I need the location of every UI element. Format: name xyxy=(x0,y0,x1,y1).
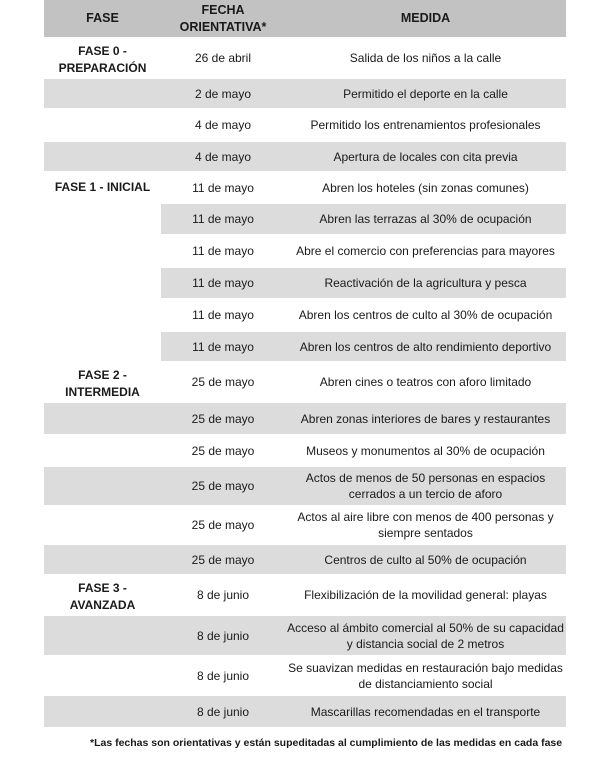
phase-label: FASE 2 - INTERMEDIA xyxy=(44,362,161,402)
row-date: 11 de mayo xyxy=(161,235,285,267)
row-date: 11 de mayo xyxy=(161,331,285,362)
row-date: 25 de mayo xyxy=(161,506,285,544)
row-date: 11 de mayo xyxy=(161,267,285,299)
row-date: 4 de mayo xyxy=(161,141,285,172)
table-row xyxy=(44,109,566,141)
header-phase: FASE xyxy=(44,0,161,38)
phase-label: FASE 0 - PREPARACIÓN xyxy=(44,38,161,78)
row-measure: Actos al aire libre con menos de 400 personas y siempre sentados xyxy=(285,506,566,544)
row-measure: Abren los hoteles (sin zonas comunes) xyxy=(285,172,566,203)
row-date: 25 de mayo xyxy=(161,402,285,435)
header-measure: MEDIDA xyxy=(285,0,566,38)
table-row xyxy=(44,141,566,172)
phase-cell xyxy=(44,615,161,656)
row-measure: Acceso al ámbito comercial al 50% de su capacidad y distancia social de 2 metros xyxy=(285,615,566,656)
phase-cell xyxy=(44,109,161,141)
row-measure: Actos de menos de 50 personas en espacios cerrados a un tercio de aforo xyxy=(285,466,566,506)
phase-cell xyxy=(44,267,161,299)
row-measure: Museos y monumentos al 30% de ocupación xyxy=(285,435,566,466)
row-date: 8 de junio xyxy=(161,656,285,695)
phase-cell xyxy=(44,544,161,575)
table-row xyxy=(44,203,566,235)
phase-label: FASE 3 - AVANZADA xyxy=(44,575,161,615)
phase-cell xyxy=(44,331,161,362)
phase-cell xyxy=(44,203,161,235)
table-row xyxy=(44,506,566,544)
table-row xyxy=(44,402,566,435)
row-measure: Salida de los niños a la calle xyxy=(285,38,566,78)
table-row xyxy=(44,267,566,299)
phase-cell xyxy=(44,656,161,695)
phase-cell xyxy=(44,466,161,506)
header-row xyxy=(44,0,566,38)
phase-cell xyxy=(44,435,161,466)
row-date: 4 de mayo xyxy=(161,109,285,141)
phase-cell xyxy=(44,235,161,267)
phases-table xyxy=(44,0,566,729)
phase-cell xyxy=(44,299,161,331)
phase-label: FASE 1 - INICIAL xyxy=(44,172,161,203)
row-measure: Permitido los entrenamientos profesionales xyxy=(285,109,566,141)
phase-cell xyxy=(44,402,161,435)
row-date: 2 de mayo xyxy=(161,78,285,109)
row-measure: Centros de culto al 50% de ocupación xyxy=(285,544,566,575)
table-row xyxy=(44,362,566,402)
row-measure: Reactivación de la agricultura y pesca xyxy=(285,267,566,299)
row-measure: Abren cines o teatros con aforo limitado xyxy=(285,362,566,402)
row-measure: Abren zonas interiores de bares y restaurantes xyxy=(285,402,566,435)
row-measure: Mascarillas recomendadas en el transporte xyxy=(285,695,566,728)
table-row xyxy=(44,575,566,615)
row-measure: Abre el comercio con preferencias para mayores xyxy=(285,235,566,267)
table-row xyxy=(44,656,566,695)
row-date: 11 de mayo xyxy=(161,172,285,203)
table-row xyxy=(44,695,566,728)
table-row xyxy=(44,172,566,203)
row-date: 11 de mayo xyxy=(161,299,285,331)
phase-cell xyxy=(44,506,161,544)
table-row xyxy=(44,235,566,267)
table-row xyxy=(44,331,566,362)
row-measure: Abren los centros de culto al 30% de ocupación xyxy=(285,299,566,331)
phase-cell xyxy=(44,78,161,109)
table-row xyxy=(44,299,566,331)
row-date: 8 de junio xyxy=(161,695,285,728)
row-measure: Abren los centros de alto rendimiento deportivo xyxy=(285,331,566,362)
row-date: 25 de mayo xyxy=(161,362,285,402)
phase-cell xyxy=(44,695,161,728)
row-date: 25 de mayo xyxy=(161,544,285,575)
table-row xyxy=(44,466,566,506)
row-measure: Abren las terrazas al 30% de ocupación xyxy=(285,203,566,235)
row-measure: Permitido el deporte en la calle xyxy=(285,78,566,109)
table-row xyxy=(44,78,566,109)
row-date: 25 de mayo xyxy=(161,466,285,506)
header-date: FECHA ORIENTATIVA* xyxy=(161,0,285,38)
table-row xyxy=(44,38,566,78)
row-date: 8 de junio xyxy=(161,575,285,615)
row-date: 11 de mayo xyxy=(161,203,285,235)
row-date: 26 de abril xyxy=(161,38,285,78)
footnote: *Las fechas son orientativas y están supeditadas al cumplimiento de las medidas en cada fase xyxy=(90,737,563,749)
row-measure: Se suavizan medidas en restauración bajo medidas de distanciamiento social xyxy=(285,656,566,695)
row-measure: Apertura de locales con cita previa xyxy=(285,141,566,172)
row-measure: Flexibilización de la movilidad general: playas xyxy=(285,575,566,615)
table-row xyxy=(44,435,566,466)
phase-cell xyxy=(44,141,161,172)
table-row xyxy=(44,544,566,575)
row-date: 8 de junio xyxy=(161,615,285,656)
row-date: 25 de mayo xyxy=(161,435,285,466)
table-row xyxy=(44,615,566,656)
